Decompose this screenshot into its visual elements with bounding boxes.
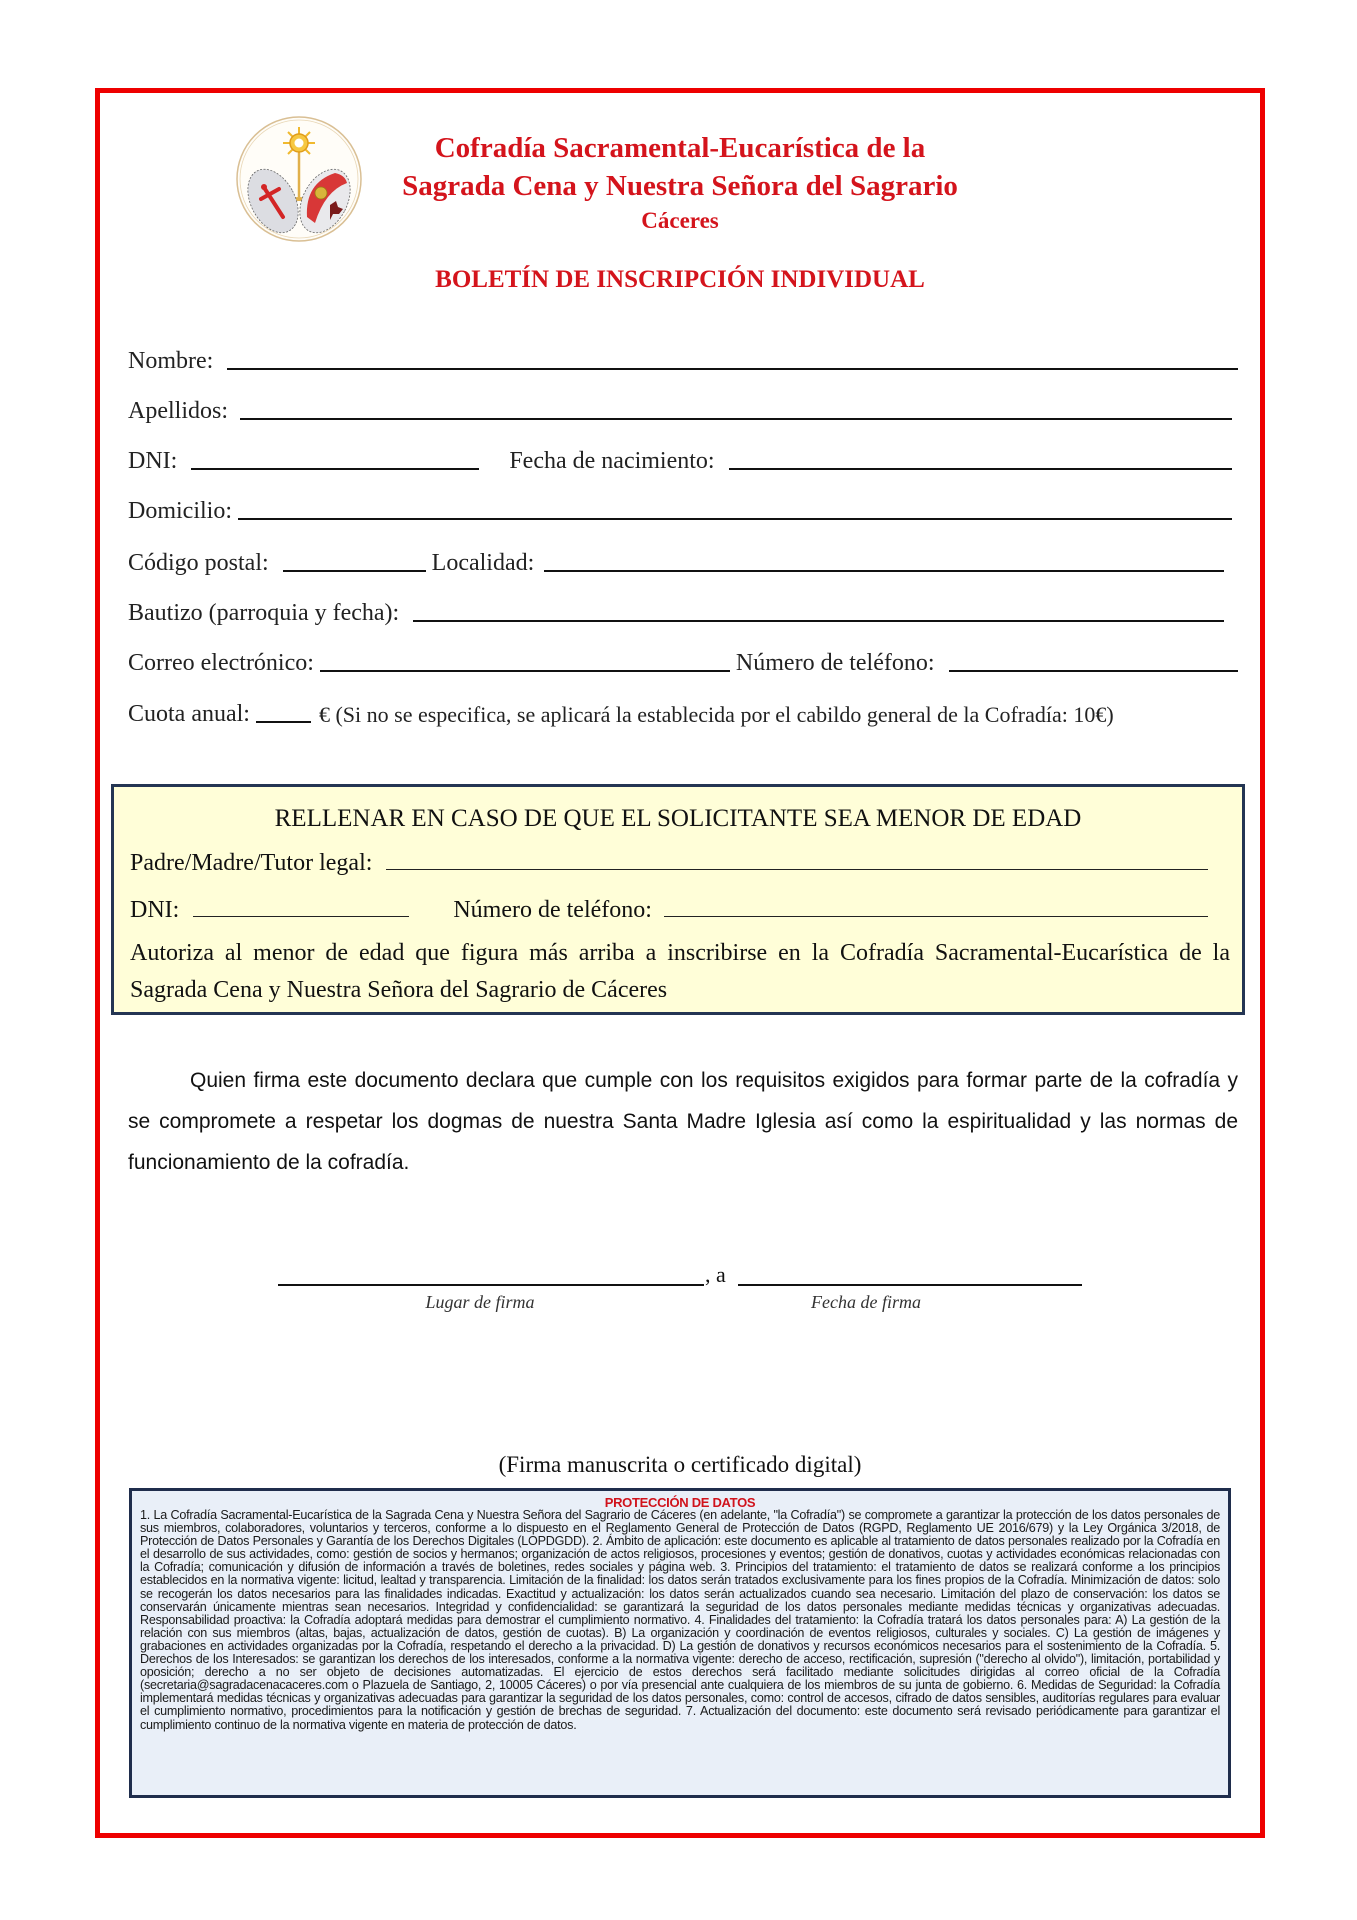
tutor-label: Padre/Madre/Tutor legal:	[130, 850, 373, 876]
minor-dni-field[interactable]	[193, 916, 409, 917]
tutor-field[interactable]	[386, 869, 1208, 870]
domicilio-field[interactable]	[238, 518, 1232, 520]
signature-note: (Firma manuscrita o certificado digital)	[498, 1452, 862, 1477]
form-row-bautizo	[128, 595, 1238, 629]
fecha-nacimiento-label: Fecha de nacimiento:	[509, 448, 715, 474]
form-row-cuota	[128, 696, 1238, 730]
cuota-field[interactable]	[256, 721, 311, 723]
minor-section-box	[111, 784, 1245, 1015]
telefono-field[interactable]	[949, 670, 1238, 672]
bautizo-label: Bautizo (parroquia y fecha):	[128, 600, 400, 626]
form-row-nombre	[128, 343, 1238, 377]
form-row-cp-localidad	[128, 545, 1238, 579]
signature-place-field[interactable]	[278, 1284, 704, 1286]
data-protection-box	[129, 1488, 1231, 1798]
nombre-field[interactable]	[227, 368, 1238, 370]
minor-telefono-field[interactable]	[664, 916, 1208, 917]
minor-authorization-text: Autoriza al menor de edad que figura más arriba a inscribirse en la Cofradía Sacramental-Eucarística de la Sagrada Cena y Nuestra Señora del Sagrario de Cáceres	[130, 940, 1230, 1003]
telefono-label: Número de teléfono:	[735, 650, 935, 676]
form-title: BOLETÍN DE INSCRIPCIÓN INDIVIDUAL	[435, 266, 925, 293]
localidad-label: Localidad:	[431, 550, 535, 576]
domicilio-label: Domicilio:	[128, 498, 232, 524]
date-caption: Fecha de firma	[811, 1292, 921, 1312]
localidad-field[interactable]	[544, 570, 1224, 572]
nombre-label: Nombre:	[128, 348, 214, 374]
data-protection-text: 1. La Cofradía Sacramental-Eucarística de la Sagrada Cena y Nuestra Señora del Sagrario de Cáceres (en adelante, "la Cofradía") se compromete a garantizar la protección de los datos personales de sus miembros, colaboradores, voluntarios y terceros, conforme a lo dispuesto en el Reglamento General de Protección de Datos (RGPD, Reglamento UE 2016/679) y la Ley Orgánica 3/2018, de Protección de Datos Personales y Garantía de los Derechos Digitales (LOPDGDD). 2. Ámbito de aplicación: este documento es aplicable al tratamiento de datos personales realizado por la Cofradía en el desarrollo de sus actividades, como: gestión de socios y hermanos; organización de actos religiosos, procesiones y eventos; gestión de donativos, cuotas y actividades económicas relacionadas con la Cofradía; comunicación y difusión de información a través de boletines, redes sociales y página web. 3. Principios del tratamiento: el tratamiento de datos se realizará conforme a los principios establecidos en la normativa vigente: licitud, lealtad y transparencia. Limitación de la finalidad: los datos serán tratados exclusivamente para los fines propios de la Cofradía. Minimización de datos: solo se recogerán los datos necesarios para las finalidades indicadas. Exactitud y actualización: los datos serán actualizados cuando sea necesario. Limitación del plazo de conservación: los datos se conservarán únicamente mientras sean necesarios. Integridad y confidencialidad: se garantizará la seguridad de los datos personales mediante medidas técnicas y organizativas adecuadas. Responsabilidad proactiva: la Cofradía adoptará medidas para demostrar el cumplimiento normativo. 4. Finalidades del tratamiento: la Cofradía tratará los datos personales para: A) La gestión de la relación con sus miembros (altas, bajas, actualización de datos, gestión de cuotas). B) La organización y coordinación de eventos religiosos, culturales y sociales. C) La gestión de imágenes y grabaciones en actividades organizadas por la Cofradía, respetando el derecho a la privacidad. D) La gestión de donativos y recursos económicos necesarios para el sostenimiento de la Cofradía. 5. Derechos de los Interesados: se garantizan los derechos de los interesados, conforme a la normativa vigente: derecho de acceso, rectificación, supresión ("derecho al olvido"), limitación, portabilidad y oposición; derecho a no ser objeto de decisiones automatizadas. El ejercicio de estos derechos será facilitado mediante solicitudes dirigidas al correo oficial de la Cofradía (secretaria@sagradacenacaceres.com o Plazuela de Santiago, 2, 10005 Cáceres) o por vía presencial ante cualquiera de los miembros de su junta de gobierno. 6. Medidas de Seguridad: la Cofradía implementará medidas técnicas y organizativas adecuadas para garantizar la seguridad de los datos personales, como: control de accesos, cifrado de datos sensibles, auditorías regulares para evaluar el cumplimiento normativo, procedimientos para la notificación y gestión de brechas de seguridad. 7. Actualización del documento: este documento será revisado periódicamente para garantizar el cumplimiento continuo de la normativa vigente en materia de protección de datos.	[140, 1508, 1220, 1732]
apellidos-field[interactable]	[240, 418, 1232, 420]
minor-dni-phone-row	[130, 892, 1230, 924]
dni-label: DNI:	[128, 448, 178, 474]
cuota-label: Cuota anual:	[128, 701, 250, 727]
org-city: Cáceres	[641, 208, 719, 233]
form-row-domicilio	[128, 493, 1238, 527]
declaration-paragraph	[128, 1060, 1238, 1183]
dni-field[interactable]	[191, 468, 479, 470]
data-protection-title: PROTECCIÓN DE DATOS	[604, 1495, 756, 1510]
form-row-dni-fecha	[128, 443, 1238, 477]
place-caption: Lugar de firma	[425, 1292, 535, 1312]
form-row-correo-telefono	[128, 645, 1238, 679]
form-row-apellidos	[128, 393, 1238, 427]
declaration-text: Quien firma este documento declara que cumple con los requisitos exigidos para formar parte de la cofradía y se compromete a respetar los dogmas de nuestra Santa Madre Iglesia así como la espiritualidad y las normas de funcionamiento de la cofradía.	[128, 1069, 1238, 1174]
org-name-line-1: Cofradía Sacramental-Eucarística de la	[434, 132, 926, 164]
minor-telefono-label: Número de teléfono:	[453, 897, 652, 923]
minor-section-title: RELLENAR EN CASO DE QUE EL SOLICITANTE SEA MENOR DE EDAD	[274, 805, 1082, 832]
org-name-line-2: Sagrada Cena y Nuestra Señora del Sagrario	[402, 170, 958, 202]
tutor-row	[130, 845, 1230, 877]
cuota-note: € (Si no se especifica, se aplicará la establecida por el cabildo general de la Cofradía: 10€)	[318, 702, 1114, 727]
correo-label: Correo electrónico:	[128, 650, 314, 676]
signature-separator: , a	[705, 1262, 726, 1287]
codigo-postal-label: Código postal:	[128, 550, 269, 576]
fecha-nacimiento-field[interactable]	[729, 468, 1232, 470]
bautizo-field[interactable]	[413, 620, 1224, 622]
codigo-postal-field[interactable]	[283, 570, 426, 572]
minor-dni-label: DNI:	[130, 897, 180, 923]
signature-date-field[interactable]	[738, 1284, 1082, 1286]
apellidos-label: Apellidos:	[128, 398, 228, 424]
correo-field[interactable]	[320, 670, 730, 672]
